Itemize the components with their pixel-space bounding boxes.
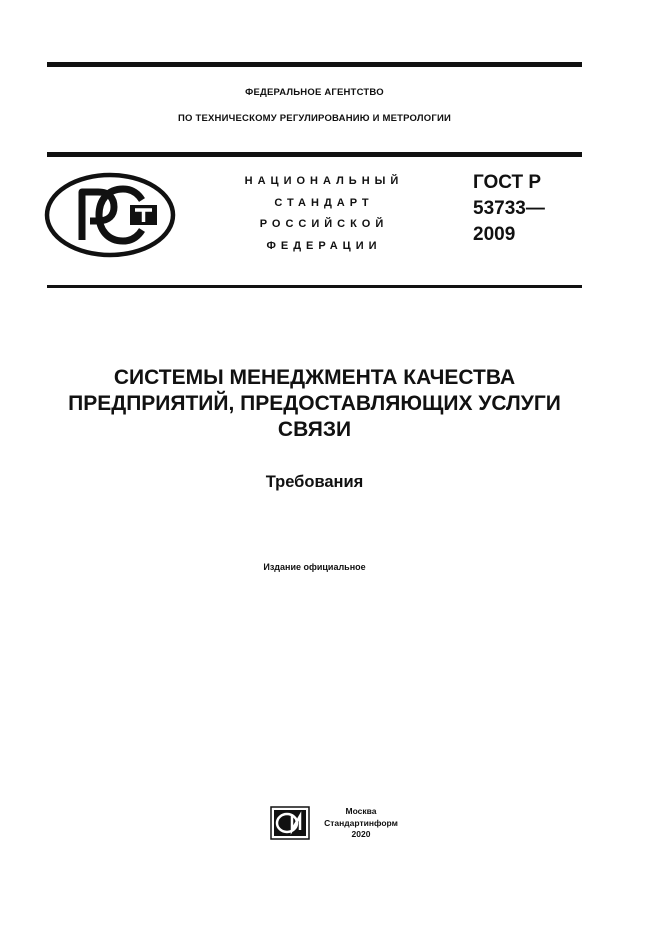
gost-designation [473,170,545,248]
title-line-2: ПРЕДПРИЯТИЙ, ПРЕДОСТАВЛЯЮЩИХ УСЛУГИ [68,392,561,415]
gost-line-2: 53733— [473,198,545,219]
top-rule [47,62,582,67]
national-line-2: СТАНДАРТ [274,196,374,209]
publisher-info [318,806,404,841]
title-line-1: СИСТЕМЫ МЕНЕДЖМЕНТА КАЧЕСТВА [113,366,516,389]
standartinform-logo-icon [270,806,310,840]
edition-note: Издание официальное [263,562,366,572]
gost-line-3: 2009 [473,224,516,245]
national-line-4: ФЕДЕРАЦИИ [266,239,382,252]
rst-certification-mark-icon [44,172,176,258]
national-standard-label [226,171,422,257]
gost-line-1: ГОСТ Р [473,172,542,193]
document-subtitle: Требования [265,473,364,491]
publisher-city: Москва [345,806,377,816]
agency-line-1: ФЕДЕРАЛЬНОЕ АГЕНТСТВО [245,87,384,98]
title-line-3: СВЯЗИ [277,418,352,441]
header-rule [47,152,582,157]
block-rule [47,285,582,288]
document-title [47,365,582,443]
publisher-name: Стандартинформ [324,817,398,828]
national-line-1: НАЦИОНАЛЬНЫЙ [244,175,404,187]
national-line-3: РОССИЙСКОЙ [259,218,389,230]
publisher-year: 2020 [351,829,371,839]
agency-line-2: ПО ТЕХНИЧЕСКОМУ РЕГУЛИРОВАНИЮ И МЕТРОЛОГИИ [178,113,451,124]
